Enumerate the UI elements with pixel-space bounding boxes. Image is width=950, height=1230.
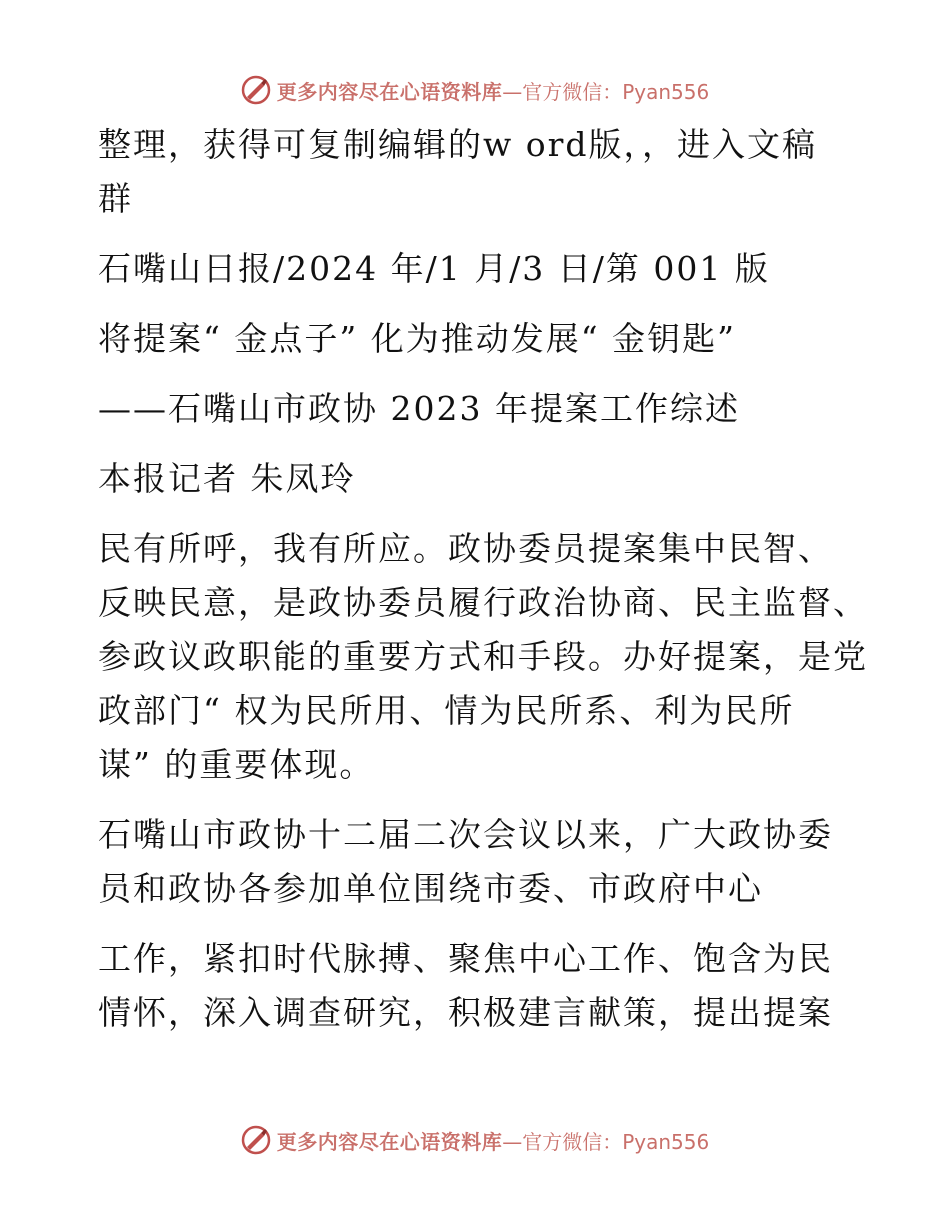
pen-logo-icon	[241, 1125, 271, 1155]
watermark-text: 更多内容尽在心语资料库	[276, 79, 503, 104]
paragraph-line: 参政议政职能的重要方式和手段。办好提案，是党	[98, 637, 868, 676]
header-watermark	[0, 70, 950, 110]
wechat-text: —官方微信：Pyan556	[502, 1129, 710, 1154]
intro-line: 整理，获得可复制编辑的w ord版，，进入文稿	[98, 125, 818, 164]
footer-watermark	[0, 1120, 950, 1160]
intro-line: 群	[98, 179, 133, 218]
wechat-text: —官方微信：Pyan556	[502, 79, 710, 104]
paragraph-line: 政部门“ 权为民所用、情为民所系、利为民所	[98, 691, 795, 730]
paragraph-line: 员和政协各参加单位围绕市委、市政府中心	[98, 869, 763, 908]
watermark-text: 更多内容尽在心语资料库	[276, 1129, 503, 1154]
paragraph-line: 谋” 的重要体现。	[98, 745, 375, 784]
paragraph-line: 反映民意，是政协委员履行政治协商、民主监督、	[98, 583, 868, 622]
article-title: 将提案“ 金点子” 化为推动发展“ 金钥匙”	[98, 319, 736, 358]
paragraph-line: 民有所呼，我有所应。政协委员提案集中民智、	[98, 529, 833, 568]
pen-logo-icon	[241, 75, 271, 105]
paragraph-line: 工作，紧扣时代脉搏、聚焦中心工作、饱含为民	[98, 939, 833, 978]
document-body	[98, 118, 868, 1040]
byline: 本报记者 朱凤玲	[98, 459, 356, 498]
source-line: 石嘴山日报/2024 年/1 月/3 日/第 001 版	[98, 249, 770, 288]
article-subtitle: ——石嘴山市政协 2023 年提案工作综述	[98, 389, 740, 428]
paragraph-line: 情怀，深入调查研究，积极建言献策，提出提案	[98, 993, 833, 1032]
paragraph-line: 石嘴山市政协十二届二次会议以来，广大政协委	[98, 815, 833, 854]
